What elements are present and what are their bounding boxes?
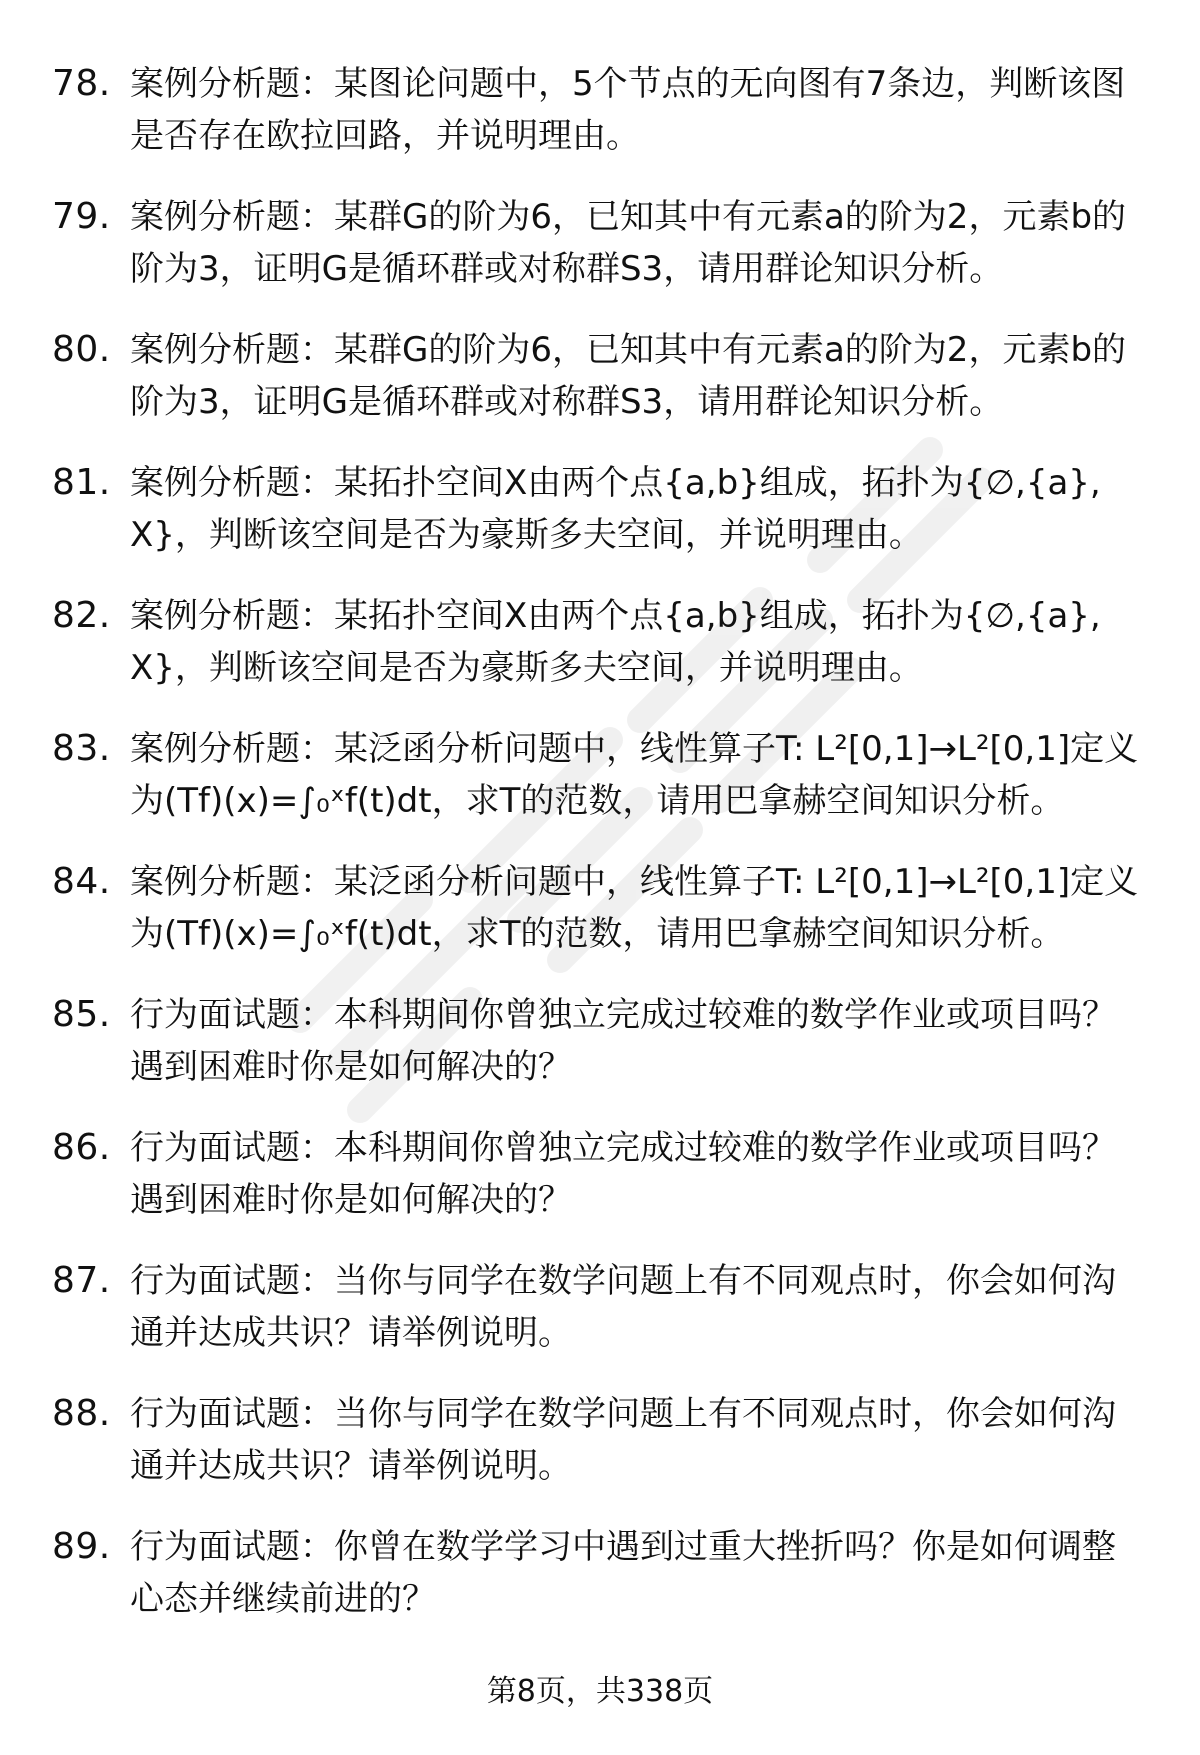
question-item — [52, 457, 1142, 590]
question-number: 89. — [52, 1526, 111, 1567]
question-item — [52, 989, 1142, 1122]
question-number: 82. — [52, 595, 111, 636]
question-number: 84. — [52, 861, 111, 902]
question-item — [52, 1521, 1142, 1654]
question-item — [52, 856, 1142, 989]
question-item — [52, 723, 1142, 856]
question-text: 案例分析题：某泛函分析问题中，线性算子T: L²[0,1]→L²[0,1]定义为(Tf)(x)=∫₀ˣf(t)dt，求T的范数，请用巴拿赫空间知识分析。 — [130, 862, 1139, 954]
question-text: 行为面试题：本科期间你曾独立完成过较难的数学作业或项目吗？遇到困难时你是如何解决的？ — [130, 995, 1116, 1087]
page-footer: 第8页，共338页 — [486, 1674, 714, 1709]
question-text: 行为面试题：本科期间你曾独立完成过较难的数学作业或项目吗？遇到困难时你是如何解决的？ — [130, 1128, 1116, 1220]
question-number: 81. — [52, 462, 111, 503]
question-number: 78. — [52, 63, 111, 104]
question-text: 案例分析题：某泛函分析问题中，线性算子T: L²[0,1]→L²[0,1]定义为(Tf)(x)=∫₀ˣf(t)dt，求T的范数，请用巴拿赫空间知识分析。 — [130, 729, 1139, 821]
question-number: 83. — [52, 728, 111, 769]
question-text: 案例分析题：某群G的阶为6，已知其中有元素a的阶为2，元素b的阶为3，证明G是循环群或对称群S3，请用群论知识分析。 — [130, 197, 1127, 289]
question-item — [52, 324, 1142, 457]
question-number: 87. — [52, 1260, 111, 1301]
question-number: 86. — [52, 1127, 111, 1168]
question-text: 案例分析题：某图论问题中，5个节点的无向图有7条边，判断该图是否存在欧拉回路，并说明理由。 — [130, 64, 1126, 156]
question-number: 80. — [52, 329, 111, 370]
question-text: 行为面试题：当你与同学在数学问题上有不同观点时，你会如何沟通并达成共识？请举例说明。 — [130, 1261, 1116, 1353]
question-item — [52, 58, 1142, 191]
question-list — [52, 58, 1142, 1654]
question-item — [52, 1122, 1142, 1255]
question-text: 案例分析题：某群G的阶为6，已知其中有元素a的阶为2，元素b的阶为3，证明G是循环群或对称群S3，请用群论知识分析。 — [130, 330, 1127, 422]
question-item — [52, 1255, 1142, 1388]
question-text: 案例分析题：某拓扑空间X由两个点{a,b}组成，拓扑为{∅,{a},X}，判断该空间是否为豪斯多夫空间，并说明理由。 — [130, 596, 1101, 688]
question-number: 88. — [52, 1393, 111, 1434]
question-item — [52, 191, 1142, 324]
question-text: 行为面试题：当你与同学在数学问题上有不同观点时，你会如何沟通并达成共识？请举例说明。 — [130, 1394, 1116, 1486]
question-item — [52, 1388, 1142, 1521]
question-text: 案例分析题：某拓扑空间X由两个点{a,b}组成，拓扑为{∅,{a},X}，判断该空间是否为豪斯多夫空间，并说明理由。 — [130, 463, 1101, 555]
question-text: 行为面试题：你曾在数学学习中遇到过重大挫折吗？你是如何调整心态并继续前进的？ — [130, 1527, 1116, 1619]
question-item — [52, 590, 1142, 723]
question-number: 79. — [52, 196, 111, 237]
question-number: 85. — [52, 994, 111, 1035]
